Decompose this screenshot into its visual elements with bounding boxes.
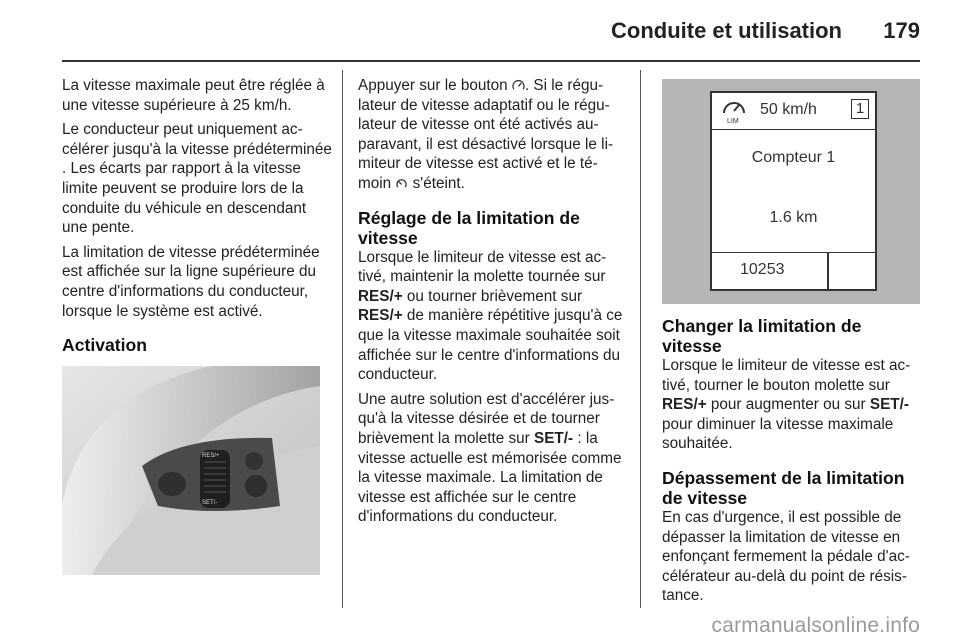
paragraph-max-speed: La vitesse maximale peut être réglée à une vitesse supérieure à 25 km/h.: [62, 77, 325, 114]
speed-limiter-icon: [720, 98, 748, 124]
display-bottom-row: [712, 252, 875, 289]
trip-distance: 1.6 km: [769, 209, 818, 226]
watermark: carmanualsonline.info: [711, 614, 920, 637]
paragraph-press-button: Appuyer sur le bouton . Si le régulateur de vitesse adaptatif ou le régulateur de vitesse ont été activés auparavant, il est désactivé lorsque le limiteur de vitesse est activé et le témoin s'éteint.: [358, 77, 614, 192]
heading-reglage: Réglage de la limitation de vitesse: [358, 207, 580, 248]
limit-speed-readout: 50 km/h: [760, 101, 817, 118]
paragraph-set-alternative: Une autre solution est d'accélérer jusqu'à la vitesse désirée et de tourner brièvement la molette sur SET/- : la vitesse actuelle est mémorisée comme la vitesse maximale. La limitation de vitesse est affichée sur le centre d'informations du conducteur.: [358, 390, 622, 526]
column-1: [62, 76, 334, 355]
display-screen: [710, 91, 877, 291]
lim-label: LIM: [727, 118, 739, 124]
display-cell-divider: [827, 253, 829, 289]
chapter-title: Conduite et utilisation: [611, 18, 842, 43]
odometer-readout: 10253: [740, 261, 785, 278]
heading-activation: Activation: [62, 335, 148, 356]
column-3: [662, 306, 924, 611]
steering-wheel-photo: [62, 366, 320, 575]
paragraph-display-info: La limitation de vitesse prédéterminée est affichée sur la ligne supérieure du centre d'informations du conducteur, lorsque le système est activé.: [62, 243, 320, 320]
speed-limiter-icon: [512, 79, 525, 92]
paragraph-emergency: En cas d'urgence, il est possible de dépasser la limitation de vitesse en enfonçant fermement la pédale d'accélérateur au-delà du point de résistance.: [662, 508, 910, 605]
paragraph-driver-accel: Le conducteur peut uniquement accélérer jusqu'à la vitesse prédéterminée . Les écarts par rapport à la vitesse limite peuvent se produire lors de la conduite du véhicule en descendant une pente.: [62, 121, 332, 237]
column-divider-2: [640, 70, 641, 608]
cruise-control-icon: [395, 177, 408, 190]
column-2: [358, 76, 624, 532]
wheel-set-label: SET/-: [202, 500, 218, 506]
trip-label: Compteur 1: [751, 149, 836, 166]
wheel-res-label: RES/+: [202, 453, 220, 459]
column-divider-1: [342, 70, 343, 608]
heading-depassement: Dépassement de la limitation de vitesse: [662, 467, 905, 508]
page-number: 179: [883, 18, 920, 43]
heading-changer: Changer la limitation de vitesse: [662, 316, 862, 356]
gear-indicator: 1: [851, 99, 869, 119]
page-header: [0, 0, 960, 60]
driver-info-display-photo: [662, 79, 920, 304]
paragraph-change-limit: Lorsque le limiteur de vitesse est activé, tourner le bouton molette sur RES/+ pour augmenter ou sur SET/- pour diminuer la vitesse maximale souhaitée.: [662, 357, 911, 453]
header-rule: [62, 60, 920, 62]
display-top-row: [712, 93, 875, 130]
paragraph-res-adjust: Lorsque le limiteur de vitesse est activé, maintenir la molette tournée sur RES/+ ou tourner brièvement sur RES/+ de manière répétitive jusqu'à ce que la vitesse maximale souhaitée soit affichée sur le centre d'informations du conducteur.: [358, 248, 623, 384]
